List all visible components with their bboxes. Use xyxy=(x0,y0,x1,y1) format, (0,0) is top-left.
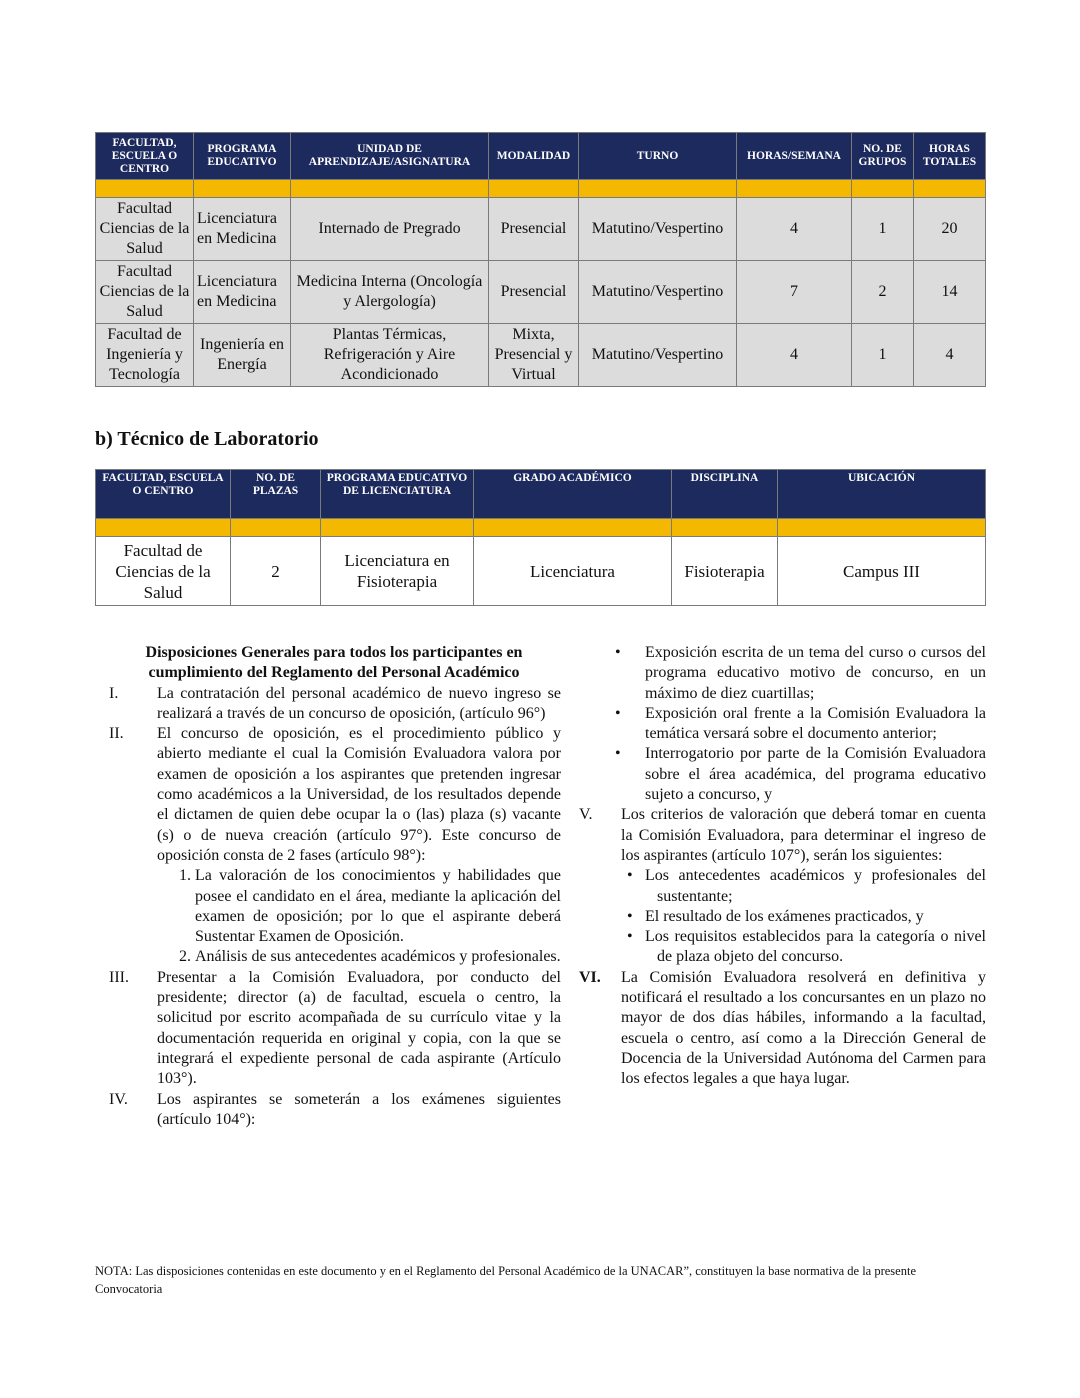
header-cell: NO. DE PLAZAS xyxy=(231,470,321,519)
header-cell: NO. DE GRUPOS xyxy=(852,133,914,180)
table-cell: 20 xyxy=(914,198,986,261)
item-number: IV. xyxy=(109,1090,128,1108)
table-cell: Licenciatura en Medicina xyxy=(194,261,291,324)
item-text: Exposición oral frente a la Comisión Evaluadora la temática versará sobre el documento anterior; xyxy=(645,704,986,743)
table-cell: Medicina Interna (Oncología y Alergología) xyxy=(291,261,489,324)
disposition-item xyxy=(95,968,561,1090)
header-cell: HORAS/SEMANA xyxy=(737,133,852,180)
table-cell: Mixta, Presencial y Virtual xyxy=(489,324,579,387)
item-text: Los requisitos establecidos para la categoría o nivel de plaza objeto del concurso. xyxy=(645,928,986,966)
disposition-subitem xyxy=(95,947,561,967)
item-number: V. xyxy=(579,806,593,824)
bullet-icon: • xyxy=(627,928,633,946)
disposition-item xyxy=(95,684,561,725)
item-number: III. xyxy=(109,968,129,986)
section-title: b) Técnico de Laboratorio xyxy=(95,428,319,450)
header-cell: FACULTAD, ESCUELA O CENTRO xyxy=(96,470,231,519)
table-cell: 1 xyxy=(852,324,914,387)
item-text: Presentar a la Comisión Evaluadora, por conducto del presidente; director (a) de facultad, escuela o centro, la solicitud por escrito acompañada de su currículo vitae y la documentación requerida en original y copia, con la que se integrará el expediente personal de cada aspirante (Artículo 103°). xyxy=(157,968,561,1088)
header-cell: UBICACIÓN xyxy=(778,470,986,519)
table-cell: 7 xyxy=(737,261,852,324)
lab-technician-table xyxy=(95,469,986,606)
header-cell: HORAS TOTALES xyxy=(914,133,986,180)
table-cell: 4 xyxy=(737,198,852,261)
table-cell: Internado de Pregrado xyxy=(291,198,489,261)
table-cell: Presencial xyxy=(489,261,579,324)
table-header-row xyxy=(96,470,986,519)
header-cell: TURNO xyxy=(579,133,737,180)
table-cell: Presencial xyxy=(489,198,579,261)
bullet-icon: • xyxy=(615,745,621,763)
table-cell: Matutino/Vespertino xyxy=(579,198,737,261)
item-text: Interrogatorio por parte de la Comisión Evaluadora sobre el área académica, del programa educativo sujeto a concurso, y xyxy=(645,745,986,804)
bullet-item xyxy=(575,643,986,704)
table-cell: Matutino/Vespertino xyxy=(579,261,737,324)
table-cell: Facultad Ciencias de la Salud xyxy=(96,261,194,324)
table-cell: Facultad Ciencias de la Salud xyxy=(96,198,194,261)
table-cell: 2 xyxy=(231,537,321,606)
table-row xyxy=(96,537,986,606)
table-cell: Facultad de Ingeniería y Tecnología xyxy=(96,324,194,387)
bullet-icon: • xyxy=(615,704,621,722)
bullet-item xyxy=(575,866,986,907)
table-cell: 2 xyxy=(852,261,914,324)
bullet-item xyxy=(575,927,986,968)
bullet-item xyxy=(575,744,986,805)
item-text: El concurso de oposición, es el procedimiento público y abierto mediante el cual la Comisión Evaluadora valora por examen de oposición a los aspirantes que pretenden ingresar como académicos a la Universidad, de los resultados depende el dictamen de quien debe ocupar la o (las) plaza (s) vacante (s) o de nueva creación (artículo 97°). Este concurso de oposición consta de 2 fases (artículo 98°): xyxy=(157,725,561,864)
table-cell: Licenciatura en Fisioterapia xyxy=(321,537,474,606)
item-text: Los aspirantes se someterán a los exámenes siguientes (artículo 104°): xyxy=(157,1090,561,1128)
header-cell: GRADO ACADÉMICO xyxy=(474,470,672,519)
schedule-table xyxy=(95,132,986,387)
table-cell: Plantas Térmicas, Refrigeración y Aire Acondicionado xyxy=(291,324,489,387)
accent-row xyxy=(96,519,986,537)
dispositions-right-column xyxy=(575,643,986,1090)
table-row xyxy=(96,261,986,324)
table-cell: 4 xyxy=(737,324,852,387)
item-text: Los antecedentes académicos y profesionales del sustentante; xyxy=(645,867,986,905)
item-number: 2. xyxy=(179,948,191,966)
disposition-item xyxy=(575,805,986,866)
disposition-item xyxy=(95,724,561,866)
disposition-subitem xyxy=(95,866,561,947)
item-text: Análisis de sus antecedentes académicos y profesionales. xyxy=(195,948,561,966)
item-text: Exposición escrita de un tema del curso o cursos del programa educativo motivo de concurso, en un máximo de diez cuartillas; xyxy=(645,644,986,702)
header-cell: UNIDAD DE APRENDIZAJE/ASIGNATURA xyxy=(291,133,489,180)
table-cell: Campus III xyxy=(778,537,986,606)
bullet-item xyxy=(575,704,986,745)
bullet-icon: • xyxy=(615,644,621,661)
table-header-row xyxy=(96,133,986,180)
bullet-icon: • xyxy=(627,867,633,885)
disposition-item xyxy=(95,1090,561,1131)
table-row xyxy=(96,198,986,261)
item-text: La valoración de los conocimientos y habilidades que posee el candidato en el área, mediante la aplicación del examen de oposición; por lo que el aspirante deberá Sustentar Examen de Oposición. xyxy=(195,867,561,946)
table-cell: Fisioterapia xyxy=(672,537,778,606)
footer-note: NOTA: Las disposiciones contenidas en este documento y en el Reglamento del Personal Académico de la UNACAR”, constituyen la base normativa de la presente Convocatoria xyxy=(95,1264,916,1296)
bullet-item xyxy=(575,907,986,927)
table-cell: 1 xyxy=(852,198,914,261)
table-cell: Ingeniería en Energía xyxy=(194,324,291,387)
item-text: La Comisión Evaluadora resolverá en definitiva y notificará el resultado a los concursantes en un plazo no mayor de dos días hábiles, informando a la facultad, escuela o centro, así como a la Dirección General de Docencia de la Universidad Autónoma del Carmen para los efectos legales a que haya lugar. xyxy=(621,968,986,1088)
accent-row xyxy=(96,180,986,198)
item-text: El resultado de los exámenes practicados, y xyxy=(645,907,924,925)
dispositions-left-column xyxy=(95,643,561,1130)
table-cell: Licenciatura en Medicina xyxy=(194,198,291,261)
table-cell: Matutino/Vespertino xyxy=(579,324,737,387)
table-cell: 14 xyxy=(914,261,986,324)
table-cell: Facultad de Ciencias de la Salud xyxy=(96,537,231,606)
table-cell: 4 xyxy=(914,324,986,387)
header-cell: PROGRAMA EDUCATIVO DE LICENCIATURA xyxy=(321,470,474,519)
bullet-icon: • xyxy=(627,907,633,925)
item-number: II. xyxy=(109,725,124,743)
item-number: VI. xyxy=(579,968,601,986)
header-cell: FACULTAD, ESCUELA O CENTRO xyxy=(96,133,194,180)
item-text: Los criterios de valoración que deberá tomar en cuenta la Comisión Evaluadora, para determinar el ingreso de los aspirantes (artículo 107°), serán los siguientes: xyxy=(621,806,986,864)
item-number: I. xyxy=(109,684,119,702)
table-row xyxy=(96,324,986,387)
header-cell: MODALIDAD xyxy=(489,133,579,180)
header-cell: DISCIPLINA xyxy=(672,470,778,519)
disposition-item xyxy=(575,968,986,1090)
dispositions-title: Disposiciones Generales para todos los participantes en cumplimiento del Reglamento del Personal Académico xyxy=(145,644,523,682)
item-number: 1. xyxy=(179,867,191,885)
header-cell: PROGRAMA EDUCATIVO xyxy=(194,133,291,180)
table-cell: Licenciatura xyxy=(474,537,672,606)
item-text: La contratación del personal académico de nuevo ingreso se realizará a través de un concurso de oposición, (artículo 96°) xyxy=(157,684,561,722)
